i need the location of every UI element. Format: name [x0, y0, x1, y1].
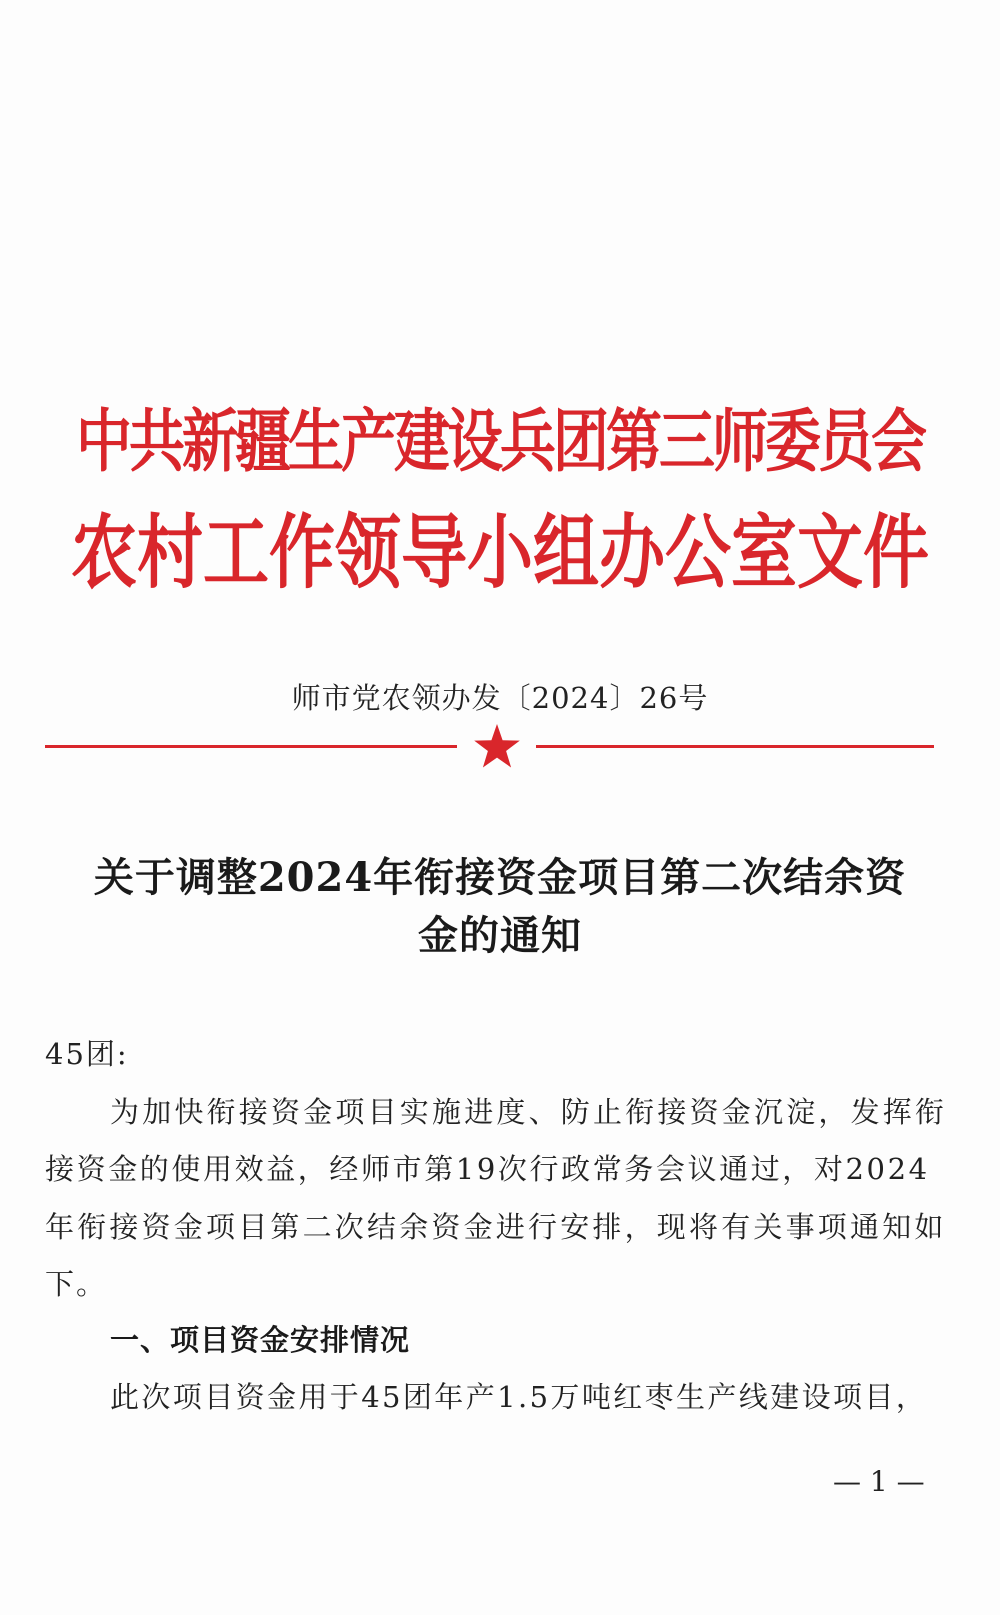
page-number: — 1 —	[833, 1465, 925, 1498]
star-icon	[473, 723, 521, 769]
document-title-line-1: 关于调整2024年衔接资金项目第二次结余资	[93, 854, 907, 901]
salutation: 45团:	[45, 1037, 129, 1071]
red-divider-right	[536, 745, 934, 748]
paragraph-line: 接资金的使用效益，经师市第19次行政常务会议通过，对2024	[45, 1152, 930, 1186]
paragraph-line: 为加快衔接资金项目实施进度、防止衔接资金沉淀，发挥衔	[110, 1095, 948, 1129]
section-heading: 一、项目资金安排情况	[110, 1323, 411, 1357]
document-title-line-2: 金的通知	[418, 912, 582, 959]
document-number: 师市党农领办发〔2024〕26号	[291, 681, 709, 715]
paragraph-line: 下。	[45, 1267, 108, 1301]
paragraph-line: 年衔接资金项目第二次结余资金进行安排，现将有关事项通知如	[45, 1210, 947, 1244]
issuer-name-line-2: 农村工作领导小组办公室文件	[71, 506, 929, 601]
paragraph-line: 此次项目资金用于45团年产1.5万吨红枣生产线建设项目，	[110, 1380, 928, 1414]
issuer-name-line-1: 中共新疆生产建设兵团第三师委员会	[76, 402, 924, 482]
red-divider-left	[45, 745, 457, 748]
